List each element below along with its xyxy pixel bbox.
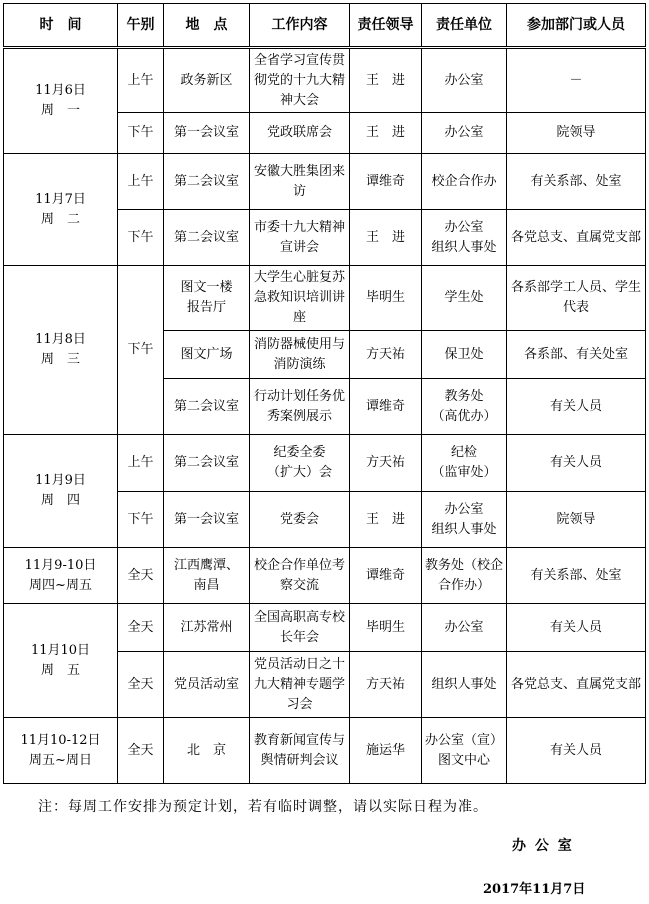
attendees-cell: 各党总支、直属党支部: [507, 210, 646, 266]
leader-cell: 谭维奇: [350, 379, 422, 435]
content-cell: 纪委全委 （扩大）会: [250, 435, 350, 492]
content-cell: 行动计划任务优秀案例展示: [250, 379, 350, 435]
unit-cell: 教务处 （高优办）: [422, 379, 507, 435]
issuing-office: 办 公 室: [512, 838, 574, 854]
period-cell: 全天: [118, 604, 164, 652]
table-row: [4, 435, 646, 492]
unit-cell: 办公室: [422, 604, 507, 652]
content-cell: 党政联席会: [250, 113, 350, 154]
unit-cell: 办公室 组织人事处: [422, 210, 507, 266]
leader-cell: 毕明生: [350, 266, 422, 331]
content-cell: 党委会: [250, 492, 350, 548]
table-row: [4, 266, 646, 331]
leader-cell: 施运华: [350, 718, 422, 784]
location-cell: 图文一楼 报告厅: [164, 266, 250, 331]
attendees-cell: 院领导: [507, 113, 646, 154]
leader-cell: 毕明生: [350, 604, 422, 652]
content-cell: 市委十九大精神宣讲会: [250, 210, 350, 266]
attendees-cell: 有关人员: [507, 379, 646, 435]
time-cell: 11月9日 周 四: [4, 435, 118, 548]
period-cell: 下午: [118, 113, 164, 154]
header-content: 工作内容: [250, 4, 350, 48]
unit-cell: 学生处: [422, 266, 507, 331]
leader-cell: 谭维奇: [350, 154, 422, 210]
location-cell: 北 京: [164, 718, 250, 784]
leader-cell: 王 进: [350, 48, 422, 113]
location-cell: 第二会议室: [164, 210, 250, 266]
location-cell: 江苏常州: [164, 604, 250, 652]
location-cell: 第一会议室: [164, 113, 250, 154]
schedule-table: [3, 3, 646, 784]
header-row: [4, 4, 646, 48]
leader-cell: 方天祐: [350, 652, 422, 718]
issue-date: 2017年11月7日: [483, 882, 586, 897]
unit-cell: 教务处（校企合作办）: [422, 548, 507, 604]
attendees-cell: 有关人员: [507, 435, 646, 492]
attendees-cell: 各党总支、直属党支部: [507, 652, 646, 718]
header-unit: 责任单位: [422, 4, 507, 48]
location-cell: 第二会议室: [164, 435, 250, 492]
attendees-cell: 各系部、有关处室: [507, 331, 646, 379]
time-cell: 11月10日 周 五: [4, 604, 118, 718]
content-cell: 全省学习宣传贯彻党的十九大精神大会: [250, 48, 350, 113]
leader-cell: 王 进: [350, 210, 422, 266]
content-cell: 教育新闻宣传与舆情研判会议: [250, 718, 350, 784]
attendees-cell: 院领导: [507, 492, 646, 548]
time-cell: 11月9-10日 周四~周五: [4, 548, 118, 604]
location-cell: 图文广场: [164, 331, 250, 379]
location-cell: 党员活动室: [164, 652, 250, 718]
unit-cell: 办公室 组织人事处: [422, 492, 507, 548]
attendees-cell: 有关系部、处室: [507, 548, 646, 604]
period-cell: 全天: [118, 718, 164, 784]
period-cell: 下午: [118, 266, 164, 435]
attendees-cell: 有关系部、处室: [507, 154, 646, 210]
location-cell: 政务新区: [164, 48, 250, 113]
leader-cell: 谭维奇: [350, 548, 422, 604]
attendees-cell: 有关人员: [507, 604, 646, 652]
content-cell: 党员活动日之十九大精神专题学习会: [250, 652, 350, 718]
unit-cell: 办公室: [422, 48, 507, 113]
unit-cell: 保卫处: [422, 331, 507, 379]
header-attendees: 参加部门或人员: [507, 4, 646, 48]
unit-cell: 纪检 （监审处）: [422, 435, 507, 492]
unit-cell: 办公室（宣） 图文中心: [422, 718, 507, 784]
content-cell: 安徽大胜集团来访: [250, 154, 350, 210]
table-row: [4, 154, 646, 210]
table-row: [4, 548, 646, 604]
period-cell: 上午: [118, 48, 164, 113]
leader-cell: 方天祐: [350, 331, 422, 379]
table-row: [4, 48, 646, 113]
location-cell: 江西鹰潭、 南昌: [164, 548, 250, 604]
table-row: [4, 604, 646, 652]
footnote: 注：每周工作安排为预定计划，若有临时调整，请以实际日程为准。: [38, 799, 488, 815]
leader-cell: 王 进: [350, 113, 422, 154]
header-period: 午别: [118, 4, 164, 48]
content-cell: 消防器械使用与消防演练: [250, 331, 350, 379]
content-cell: 全国高职高专校长年会: [250, 604, 350, 652]
content-cell: 校企合作单位考察交流: [250, 548, 350, 604]
header-time: 时 间: [4, 4, 118, 48]
period-cell: 全天: [118, 548, 164, 604]
period-cell: 上午: [118, 435, 164, 492]
header-leader: 责任领导: [350, 4, 422, 48]
time-cell: 11月7日 周 二: [4, 154, 118, 266]
period-cell: 全天: [118, 652, 164, 718]
table-row: [4, 718, 646, 784]
unit-cell: 校企合作办: [422, 154, 507, 210]
unit-cell: 组织人事处: [422, 652, 507, 718]
period-cell: 下午: [118, 210, 164, 266]
content-cell: 大学生心脏复苏急救知识培训讲座: [250, 266, 350, 331]
location-cell: 第二会议室: [164, 154, 250, 210]
location-cell: 第一会议室: [164, 492, 250, 548]
leader-cell: 方天祐: [350, 435, 422, 492]
period-cell: 下午: [118, 492, 164, 548]
leader-cell: 王 进: [350, 492, 422, 548]
attendees-cell: 有关人员: [507, 718, 646, 784]
attendees-cell: 各系部学工人员、学生代表: [507, 266, 646, 331]
time-cell: 11月8日 周 三: [4, 266, 118, 435]
location-cell: 第二会议室: [164, 379, 250, 435]
attendees-cell: －: [507, 48, 646, 113]
time-cell: 11月10-12日 周五~周日: [4, 718, 118, 784]
time-cell: 11月6日 周 一: [4, 48, 118, 154]
header-location: 地 点: [164, 4, 250, 48]
unit-cell: 办公室: [422, 113, 507, 154]
period-cell: 上午: [118, 154, 164, 210]
